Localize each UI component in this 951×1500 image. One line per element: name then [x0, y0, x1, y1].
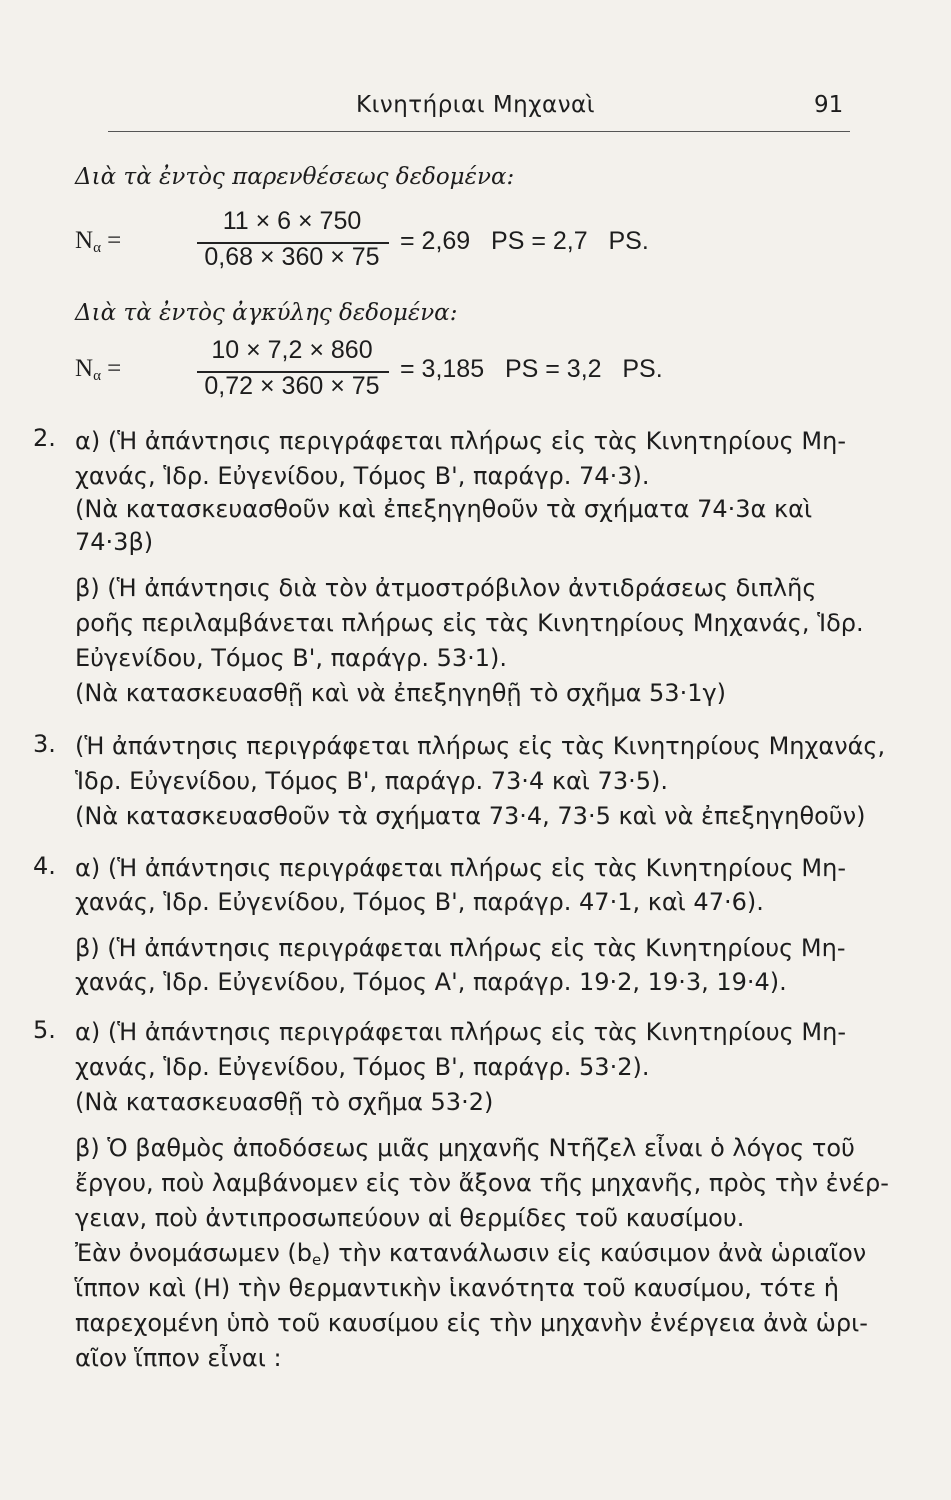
formula-2-denominator: 0,72 × 360 × 75 — [204, 372, 380, 400]
item-number-3: 3. — [33, 730, 56, 758]
running-header-title: Κινητήριαι Μηχαναὶ — [355, 92, 595, 118]
text-line: (Νὰ κατασκευασθῇ τὸ σχῆμα 53·2) — [75, 1088, 494, 1116]
formula-intro-1: Διὰ τὰ ἐντὸς παρενθέσεως δεδομένα: — [75, 164, 515, 190]
text-line: α) (Ἡ ἀπάντησις περιγράφεται πλήρως εἰς τὰς Κινητηρίους Μη- — [75, 427, 846, 455]
text-line: α) (Ἡ ἀπάντησις περιγράφεται πλήρως εἰς τὰς Κινητηρίους Μη- — [75, 854, 846, 882]
text-line: χανάς, Ἱδρ. Εὐγενίδου, Τόμος Β', παράγρ. 47·1, καὶ 47·6). — [75, 888, 764, 916]
formula-2-subscript: α — [93, 368, 101, 384]
formula-1-equals: = — [107, 227, 122, 254]
formula-1-result: = 2,69 PS = 2,7 PS. — [400, 227, 649, 255]
text-fragment: Ἐὰν ὀνομάσωμεν (b — [75, 1239, 312, 1267]
text-line: ροῆς περιλαμβάνεται πλήρως εἰς τὰς Κινητηρίους Μηχανάς, Ἱδρ. — [75, 609, 864, 637]
text-line: (Νὰ κατασκευασθοῦν καὶ ἐπεξηγηθοῦν τὰ σχήματα 74·3α καὶ — [75, 495, 813, 523]
text-line: β) Ὁ βαθμὸς ἀποδόσεως μιᾶς μηχανῆς Ντῆζελ εἶναι ὁ λόγος τοῦ — [75, 1134, 855, 1162]
text-line: χανάς, Ἱδρ. Εὐγενίδου, Τόμος Α', παράγρ. 19·2, 19·3, 19·4). — [75, 968, 787, 996]
text-line: χανάς, Ἱδρ. Εὐγενίδου, Τόμος Β', παράγρ. 74·3). — [75, 462, 650, 490]
text-line: Εὐγενίδου, Τόμος Β', παράγρ. 53·1). — [75, 644, 508, 672]
formula-1-subscript: α — [93, 240, 101, 256]
text-line: γειαν, ποὺ ἀντιπροσωπεύουν αἱ θερμίδες τοῦ καυσίμου. — [75, 1204, 745, 1232]
formula-1-numerator: 11 × 6 × 750 — [222, 207, 362, 235]
item-number-5: 5. — [33, 1016, 56, 1044]
text-line: Ἱδρ. Εὐγενίδου, Τόμος Β', παράγρ. 73·4 καὶ 73·5). — [75, 767, 668, 795]
formula-1-symbol: N — [75, 227, 94, 254]
text-line: παρεχομένη ὑπὸ τοῦ καυσίμου εἰς τὴν μηχανὴν ἐνέργεια ἀνὰ ὡρι- — [75, 1309, 868, 1337]
text-line: (Νὰ κατασκευασθῇ καὶ νὰ ἐπεξηγηθῇ τὸ σχῆμα 53·1γ) — [75, 679, 727, 707]
formula-2-numerator: 10 × 7,2 × 860 — [211, 336, 373, 364]
formula-2-result: = 3,185 PS = 3,2 PS. — [400, 355, 663, 383]
text-line: (Νὰ κατασκευασθοῦν τὰ σχήματα 73·4, 73·5 καὶ νὰ ἐπεξηγηθοῦν) — [75, 802, 866, 830]
header-rule — [108, 131, 850, 132]
text-line — [75, 1238, 866, 1275]
text-line: ἔργου, ποὺ λαμβάνομεν εἰς τὸν ἄξονα τῆς μηχανῆς, πρὸς τὴν ἐνέρ- — [75, 1169, 889, 1197]
page-number: 91 — [814, 92, 844, 118]
formula-2-symbol: N — [75, 355, 94, 382]
formula-1-lhs — [75, 226, 121, 263]
text-line: ἵππον καὶ (Η) τὴν θερμαντικὴν ἱκανότητα τοῦ καυσίμου, τότε ἡ — [75, 1274, 839, 1302]
text-line: (Ἡ ἀπάντησις περιγράφεται πλήρως εἰς τὰς Κινητηρίους Μηχανάς, — [75, 732, 886, 760]
formula-2-lhs — [75, 354, 121, 391]
item-number-4: 4. — [33, 852, 56, 880]
formula-2-equals: = — [107, 355, 122, 382]
text-line: 74·3β) — [75, 528, 154, 556]
text-line: αῖον ἵππον εἶναι : — [75, 1344, 282, 1372]
text-line: β) (Ἡ ἀπάντησις περιγράφεται πλήρως εἰς τὰς Κινητηρίους Μη- — [75, 934, 846, 962]
formula-1-denominator: 0,68 × 360 × 75 — [204, 243, 380, 271]
text-line: α) (Ἡ ἀπάντησις περιγράφεται πλήρως εἰς τὰς Κινητηρίους Μη- — [75, 1018, 846, 1046]
text-line: β) (Ἡ ἀπάντησις διὰ τὸν ἀτμοστρόβιλον ἀντιδράσεως διπλῆς — [75, 574, 817, 602]
text-fragment: ) τὴν κατανάλωσιν εἰς καύσιμον ἀνὰ ὡριαῖον — [321, 1239, 867, 1267]
formula-intro-2: Διὰ τὰ ἐντὸς ἀγκύλης δεδομένα: — [75, 300, 458, 326]
subscript-e: e — [311, 1251, 322, 1269]
item-number-2: 2. — [33, 424, 56, 452]
text-line: χανάς, Ἱδρ. Εὐγενίδου, Τόμος Β', παράγρ. 53·2). — [75, 1053, 650, 1081]
